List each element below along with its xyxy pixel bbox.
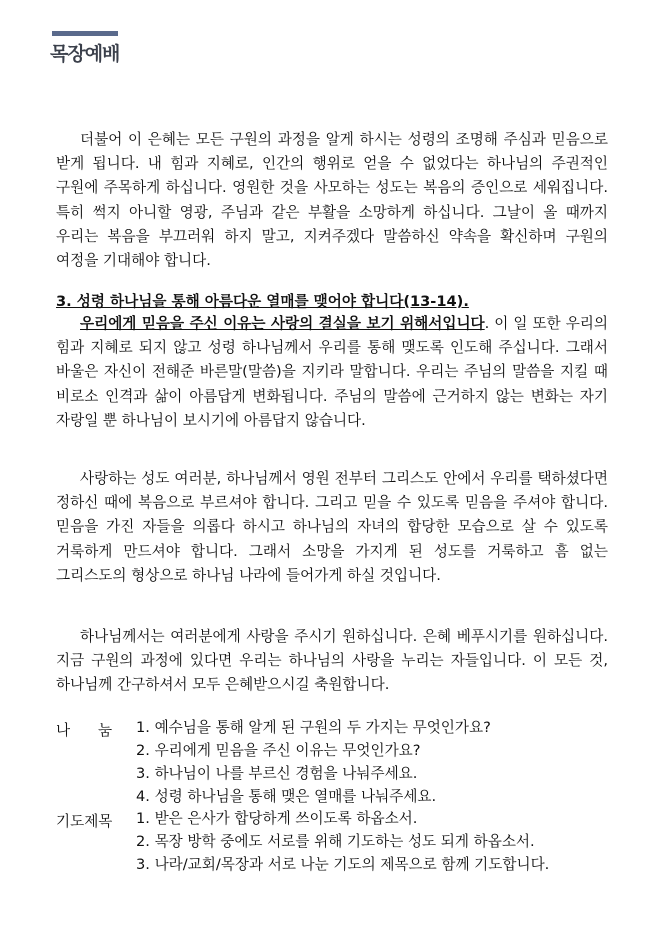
- sharing-question: 4. 성령 하나님을 통해 맺은 열매를 나눠주세요.: [136, 788, 437, 805]
- sharing-question: 1. 예수님을 통해 알게 된 구원의 두 가지는 무엇인가요?: [136, 719, 491, 736]
- section-3-body: . 이 일 또한 우리의 힘과 지혜로 되지 않고 성령 하나님께서 우리를 통해 맺도록 인도해 주십니다. 그래서 바울은 자신이 전해준 바른말(말씀)을 지키라 말합니다. 우리는 주님의 말씀을 지킬 때 비로소 인격과 삶이 아름답게 변화됩니다. 주님의 말씀에 근거하지 않는 변화는 자기 자랑일 뿐 하나님이 보시기에 아름답지 않습니다.: [56, 315, 608, 429]
- section-3-lead: 우리에게 믿음을 주신 이유는 사랑의 결실을 보기 위해서입니다: [80, 315, 485, 332]
- paragraph-grace-text: 더불어 이 은혜는 모든 구원의 과정을 알게 하시는 성령의 조명해 주심과 믿음으로 받게 됩니다. 내 힘과 지혜로, 인간의 행위로 얻을 수 없었다는 하나님의 주권적인 구원에 주목하게 하십니다. 영원한 것을 사모하는 성도는 복음의 증인으로 세워집니다. 특히 썩지 아니할 영광, 주님과 같은 부활을 소망하게 하십니다. 그날이 올 때까지 우리는 복음을 부끄러워 하지 말고, 지켜주겠다 말씀하신 약속을 확신하며 구원의 여정을 기대해야 합니다.: [56, 131, 608, 270]
- paragraph-grace: [56, 128, 608, 273]
- sharing-label-num: 눔: [98, 722, 113, 739]
- prayer-item: 3. 나라/교회/목장과 서로 나눈 기도의 제목으로 함께 기도합니다.: [136, 856, 550, 873]
- paragraph-blessing-text: 하나님께서는 여러분에게 사랑을 주시기 원하십니다. 은혜 베푸시기를 원하십니다. 지금 구원의 과정에 있다면 우리는 하나님의 사랑을 누리는 자들입니다. 이 모든 것, 하나님께 간구하셔서 모두 은혜받으시길 축원합니다.: [56, 628, 608, 694]
- prayer-item: 1. 받은 은사가 합당하게 쓰이도록 하옵소서.: [136, 810, 418, 827]
- page-title: 목장예배: [50, 43, 120, 65]
- header-accent-bar: [52, 31, 118, 36]
- section-3-heading: 3. 성령 하나님을 통해 아름다운 열매를 맺어야 합니다(13-14).: [56, 293, 469, 310]
- paragraph-blessing: [56, 625, 608, 698]
- sharing-question: 3. 하나님이 나를 부르신 경험을 나눠주세요.: [136, 765, 418, 782]
- sharing-question: 2. 우리에게 믿음을 주신 이유는 무엇인가요?: [136, 742, 421, 759]
- prayer-label: 기도제목: [56, 813, 113, 830]
- sharing-label-na: 나: [56, 722, 71, 739]
- paragraph-beloved: [56, 467, 608, 588]
- paragraph-section-3: [56, 312, 608, 433]
- prayer-item: 2. 목장 방학 중에도 서로를 위해 기도하는 성도 되게 하옵소서.: [136, 833, 535, 850]
- paragraph-beloved-text: 사랑하는 성도 여러분, 하나님께서 영원 전부터 그리스도 안에서 우리를 택하셨다면 정하신 때에 복음으로 부르셔야 합니다. 그리고 믿을 수 있도록 믿음을 주셔야 합니다. 믿음을 가진 자들을 의롭다 하시고 하나님의 자녀의 합당한 모습으로 살 수 있도록 거룩하게 만드셔야 합니다. 그래서 소망을 가지게 된 성도를 거룩하고 흠 없는 그리스도의 형상으로 하나님 나라에 들어가게 하실 것입니다.: [56, 470, 608, 584]
